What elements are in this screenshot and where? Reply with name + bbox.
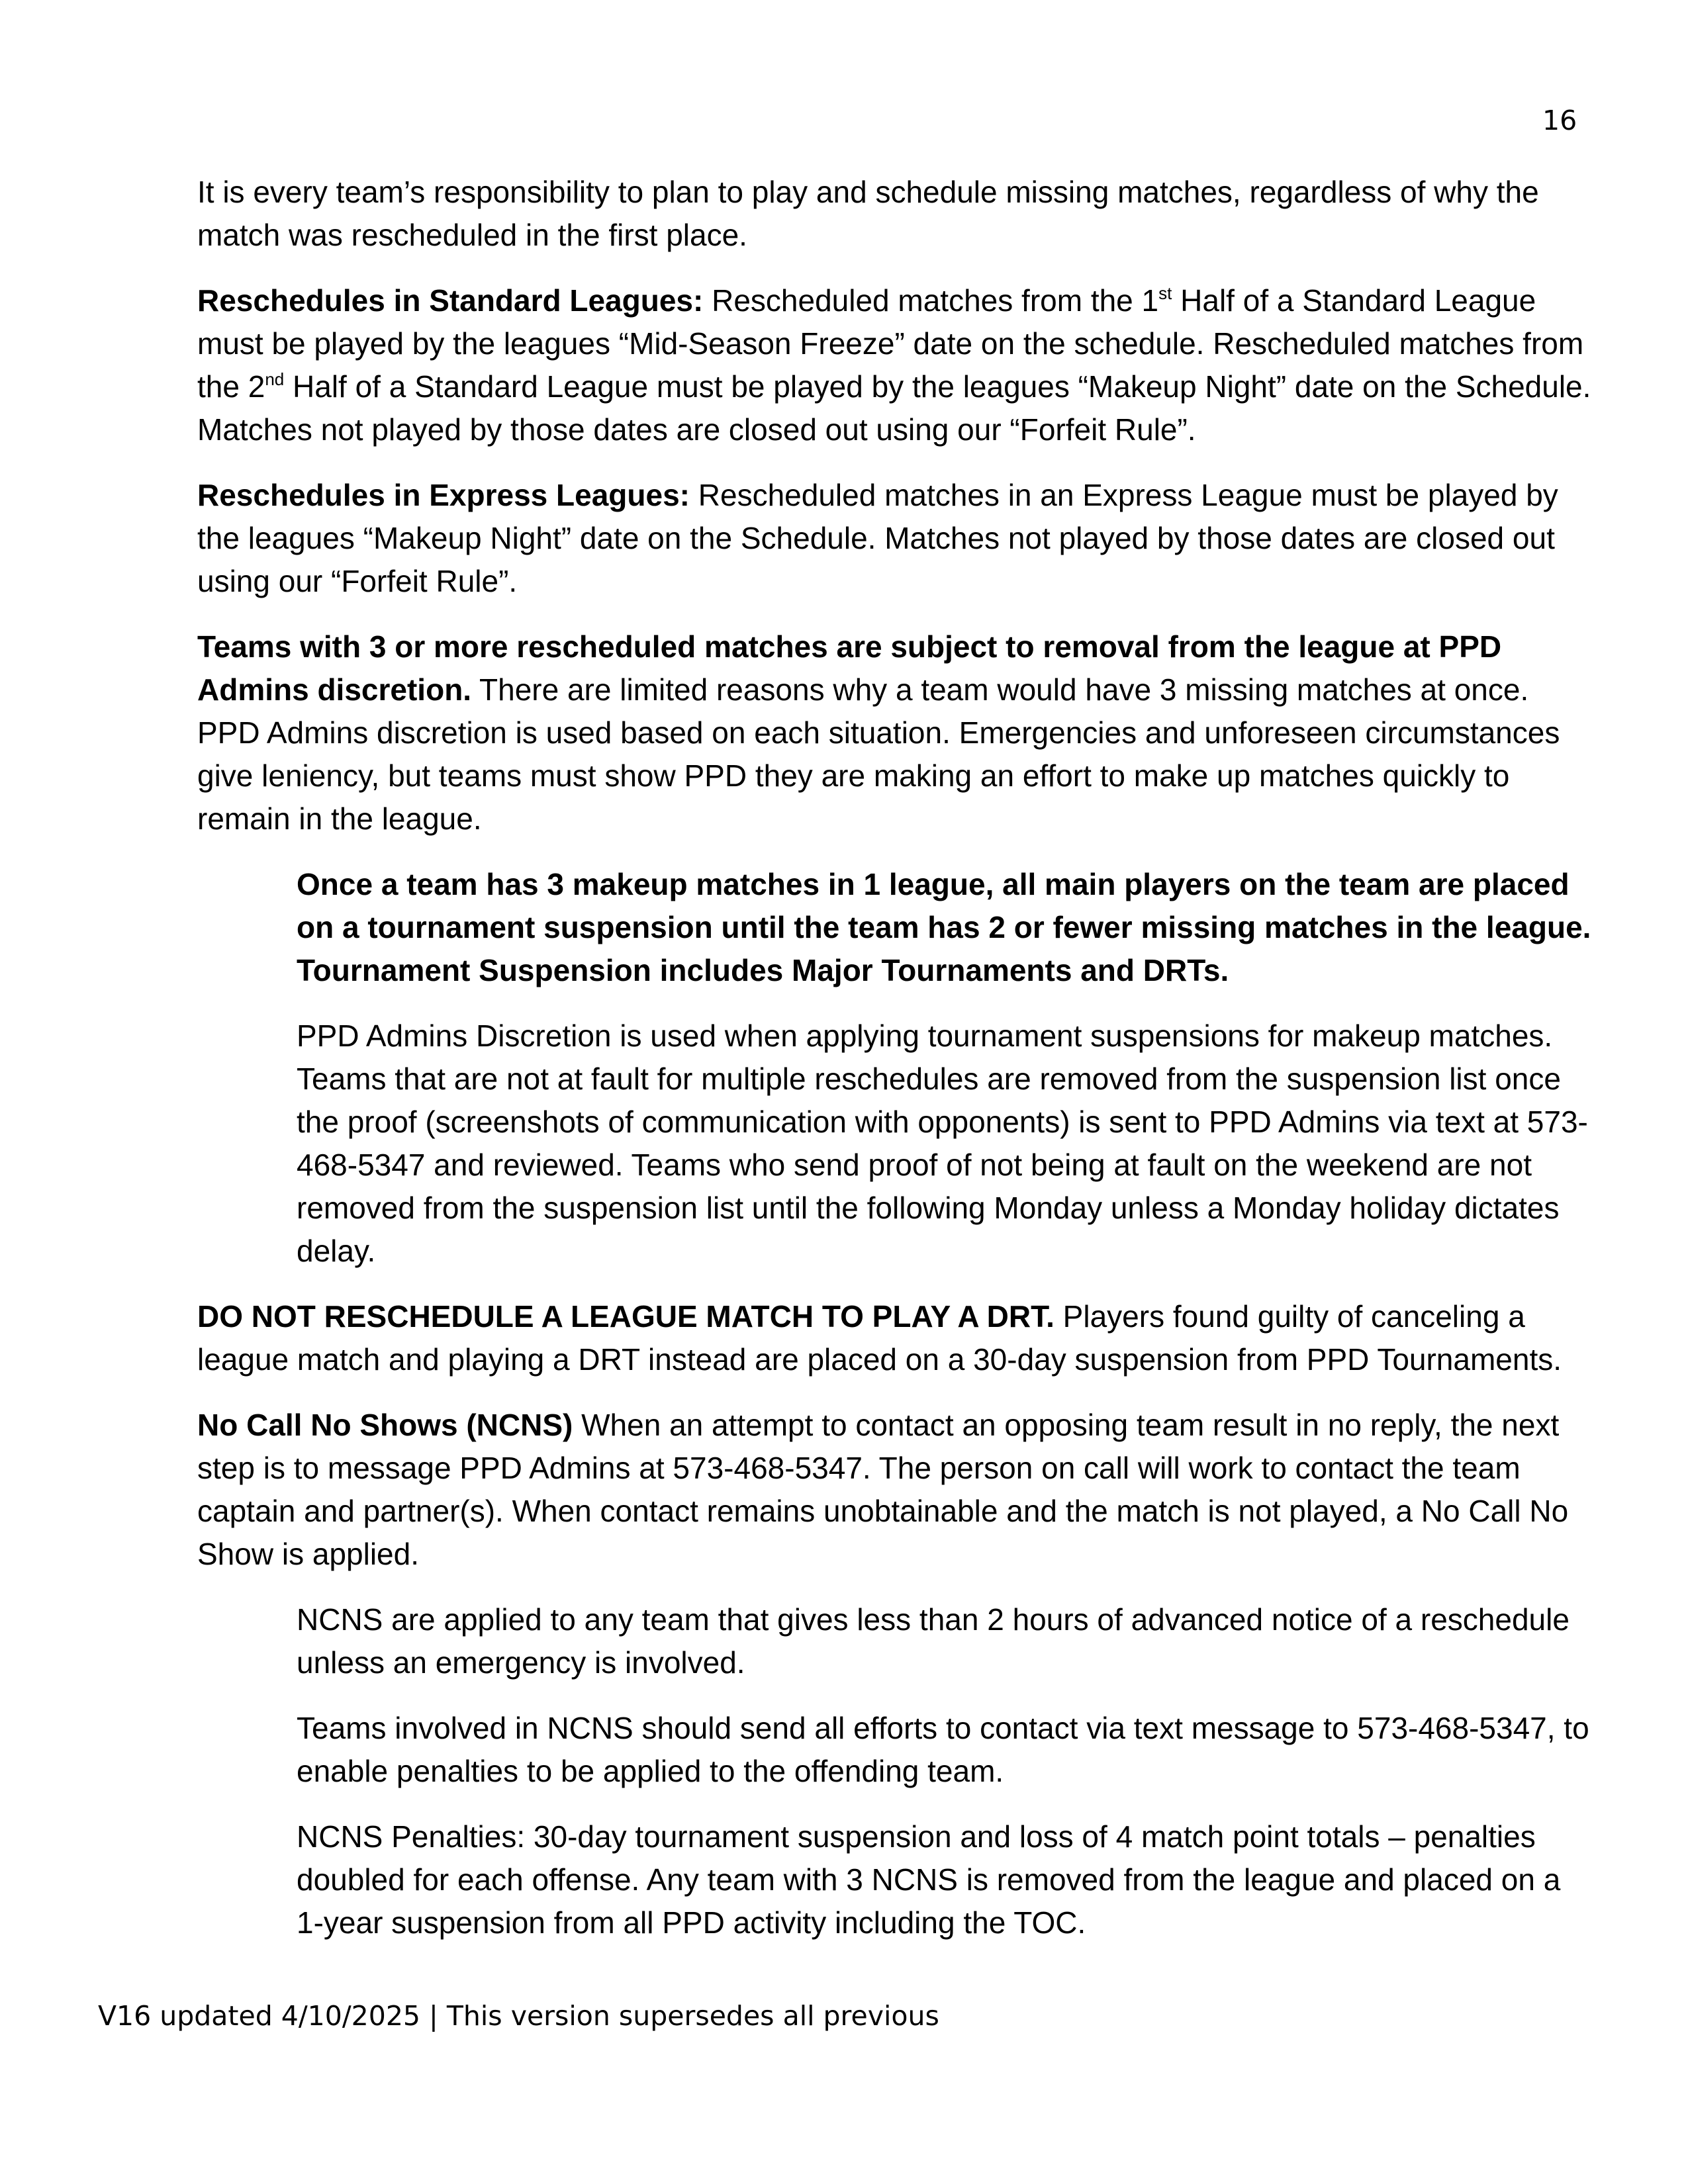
paragraph-admins-discretion: PPD Admins Discretion is used when applying tournament suspensions for makeup matches. Teams that are not at fault for multiple reschedules are removed from the suspension list once the proof (screenshots of communication with opponents) is sent to PPD Admins via text at 573-468-5347 and reviewed. Teams who send proof of not being at fault on the weekend are not removed from the suspension list until the following Monday unless a Monday holiday dictates delay. xyxy=(297,1019,1588,1268)
standard-leagues-text-2: Half of a Standard League must be played by the leagues “Mid-Season Freeze” date on the schedule. Rescheduled matches from the 2 xyxy=(197,283,1584,404)
standard-leagues-text-1: Rescheduled matches from the 1 xyxy=(703,283,1159,318)
tournament-suspension-text: Once a team has 3 makeup matches in 1 league, all main players on the team are placed on a tournament suspension until the team has 2 or fewer missing matches in the league. Tournament Suspension includes Major Tournaments and DRTs. xyxy=(297,867,1591,987)
document-body xyxy=(197,171,1594,1967)
paragraph-tournament-suspension xyxy=(297,863,1594,992)
heading-express-leagues: Reschedules in Express Leagues: xyxy=(197,478,690,512)
express-leagues-text: Rescheduled matches in an Express League must be played by the leagues “Makeup Night” date on the Schedule. Matches not played by those dates are closed out using our “Forfeit Rule”. xyxy=(197,478,1558,598)
heading-rescheduled-removal: Teams with 3 or more rescheduled matches are subject to removal from the league at PPD Admins discretion. xyxy=(197,629,1502,707)
paragraph-ncns-notice: NCNS are applied to any team that gives less than 2 hours of advanced notice of a reschedule unless an emergency is involved. xyxy=(297,1602,1570,1680)
version-footer: V16 updated 4/10/2025 | This version supersedes all previous xyxy=(98,2000,939,2032)
paragraph-ncns xyxy=(197,1404,1594,1576)
superscript-nd: nd xyxy=(265,369,285,389)
paragraph-express-leagues xyxy=(197,474,1594,603)
superscript-st: st xyxy=(1158,283,1172,303)
page-number: 16 xyxy=(1542,105,1577,136)
standard-leagues-text-3: Half of a Standard League must be played by the leagues “Makeup Night” date on the Schedule. Matches not played by those dates are closed out using our “Forfeit Rule”. xyxy=(197,369,1591,447)
paragraph-standard-leagues xyxy=(197,279,1594,451)
rescheduled-removal-text: There are limited reasons why a team would have 3 missing matches at once. PPD Admins discretion is used based on each situation. Emergencies and unforeseen circumstances give leniency, but teams must show PPD they are making an effort to make up matches quickly to remain in the league. xyxy=(197,672,1560,836)
paragraph-ncns-penalties: NCNS Penalties: 30-day tournament suspension and loss of 4 match point totals – penalties doubled for each offense. Any team with 3 NCNS is removed from the league and placed on a 1-year suspension from all PPD activity including the TOC. xyxy=(297,1819,1561,1940)
heading-ncns: No Call No Shows (NCNS) xyxy=(197,1408,573,1442)
heading-standard-leagues: Reschedules in Standard Leagues: xyxy=(197,283,704,318)
paragraph-rescheduled-removal xyxy=(197,625,1594,841)
paragraph-responsibility: It is every team’s responsibility to plan to play and schedule missing matches, regardless of why the match was rescheduled in the first place. xyxy=(197,175,1539,252)
ncns-text: When an attempt to contact an opposing team result in no reply, the next step is to message PPD Admins at 573-468-5347. The person on call will work to contact the team captain and partner(s). When contact remains unobtainable and the match is not played, a No Call No Show is applied. xyxy=(197,1408,1569,1571)
paragraph-drt-rule xyxy=(197,1295,1594,1381)
heading-drt-rule: DO NOT RESCHEDULE A LEAGUE MATCH TO PLAY A DRT. xyxy=(197,1299,1055,1334)
paragraph-ncns-contact: Teams involved in NCNS should send all efforts to contact via text message to 573-468-5347, to enable penalties to be applied to the offending team. xyxy=(297,1711,1589,1788)
drt-rule-text: Players found guilty of canceling a league match and playing a DRT instead are placed on a 30-day suspension from PPD Tournaments. xyxy=(197,1299,1562,1377)
